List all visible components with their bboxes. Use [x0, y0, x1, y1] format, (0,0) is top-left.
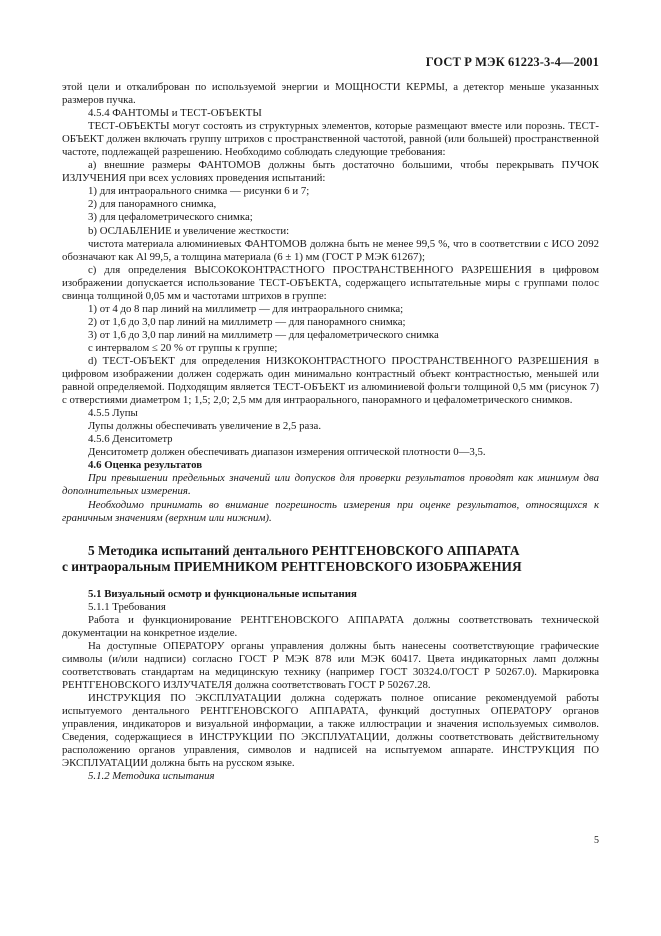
page-number: 5: [594, 835, 599, 846]
paragraph: ИНСТРУКЦИЯ ПО ЭКСПЛУАТАЦИИ должна содержать полное описание рекомендуемой работы испытуемого дентального РЕНТГЕНОВСКОГО АППАРАТА, функций доступных ОПЕРАТОРУ органов управления, индикаторов и визуальной информации, а также иллюстрации и значения используемых символов. Сведения, содержащиеся в ИНСТРУКЦИИ ПО ЭКСПЛУАТАЦИИ, должны соответствовать действительному расположению органов управления, символов и надписей на испытуемом аппарате. ИНСТРУКЦИЯ ПО ЭКСПЛУАТАЦИИ должна быть на русском языке.: [62, 691, 599, 770]
subsection-heading: 5.1 Визуальный осмотр и функциональные испытания: [88, 587, 357, 600]
paragraph: Лупы должны обеспечивать увеличение в 2,5 раза.: [88, 420, 322, 433]
list-item: 3) от 1,6 до 3,0 пар линий на миллиметр — для цефалометрического снимка: [88, 328, 439, 341]
paragraph: чистота материала алюминиевых ФАНТОМОВ должна быть не менее 99,5 %, что в соответствии с ИСО 2092 обозначают как Al 99,5, а толщина материала (6 ± 1) мм (ГОСТ Р МЭК 61267);: [62, 237, 599, 263]
document-body: [62, 81, 599, 783]
subsection-heading: 4.5.5 Лупы: [88, 407, 138, 420]
paragraph: с интервалом ≤ 20 % от группы к группе;: [88, 341, 278, 354]
section-heading-line-2: с интраоральным ПРИЕМНИКОМ РЕНТГЕНОВСКОГО ИЗОБРАЖЕНИЯ: [62, 559, 522, 575]
subsection-heading: 4.5.6 Денситометр: [88, 433, 173, 446]
subsection-heading: 5.1.1 Требования: [88, 600, 166, 613]
subsection-heading: 4.5.4 ФАНТОМЫ и ТЕСТ-ОБЪЕКТЫ: [88, 107, 262, 120]
paragraph: Денситометр должен обеспечивать диапазон измерения оптической плотности 0—3,5.: [88, 446, 486, 459]
subsection-heading: 4.6 Оценка результатов: [88, 459, 203, 472]
section-heading-line-1: 5 Методика испытаний дентального РЕНТГЕНОВСКОГО АППАРАТА: [88, 542, 520, 558]
note-paragraph: При превышении предельных значений или допусков для проверки результатов проводят как минимум два дополнительных измерения.: [62, 472, 599, 498]
subsection-heading: 5.1.2 Методика испытания: [88, 770, 215, 783]
document-header: ГОСТ Р МЭК 61223-3-4—2001: [425, 55, 599, 69]
paragraph: ТЕСТ-ОБЪЕКТЫ могут состоять из структурных элементов, которые размещают вместе или порознь. ТЕСТ-ОБЪЕКТ должен включать группу штрихов с пространственной частотой, равной (или большей) пространственной частоте, подлежащей разрешению. Необходимо соблюдать следующие требования:: [62, 120, 599, 159]
list-item: 2) для панорамного снимка,: [88, 198, 217, 211]
paragraph: этой цели и откалиброван по используемой энергии и МОЩНОСТИ КЕРМЫ, а детектор меньше указанных размеров пучка.: [62, 81, 599, 107]
paragraph: На доступные ОПЕРАТОРУ органы управления должны быть нанесены соответствующие графические символы (и/или надписи) согласно ГОСТ Р МЭК 878 или МЭК 60417. Цвета индикаторных ламп должны соответствовать стандартам на медицинскую технику (например ГОСТ 30324.0/ГОСТ Р 50267.0). Маркировка РЕНТГЕНОВСКОГО ИЗЛУЧАТЕЛЯ должна соответствовать ГОСТ Р 50267.28.: [62, 639, 599, 691]
paragraph: Работа и функционирование РЕНТГЕНОВСКОГО АППАРАТА должны соответствовать технической документации на конкретное изделие.: [62, 613, 599, 639]
list-item: 1) от 4 до 8 пар линий на миллиметр — для интраорального снимка;: [88, 302, 404, 315]
list-item: 2) от 1,6 до 3,0 пар линий на миллиметр — для панорамного снимка;: [88, 315, 406, 328]
section-heading: [62, 543, 599, 576]
list-item: а) внешние размеры ФАНТОМОВ должны быть достаточно большими, чтобы перекрывать ПУЧОК ИЗЛУЧЕНИЯ при всех условиях проведения испытаний:: [62, 159, 599, 185]
list-item: d) ТЕСТ-ОБЪЕКТ для определения НИЗКОКОНТРАСТНОГО ПРОСТРАНСТВЕННОГО РАЗРЕШЕНИЯ в цифровом изображении должен содержать один минимально контрастный объект контрастностью, меньшей или равной определяемой. Подходящим является ТЕСТ-ОБЪЕКТ из алюминиевой фольги толщиной 0,5 мм (рисунок 7) с отверстиями диаметром 1; 1,5; 2,0; 2,5 мм для интраорального, панорамного и цефалометрического снимков.: [62, 354, 599, 407]
list-item: с) для определения ВЫСОКОКОНТРАСТНОГО ПРОСТРАНСТВЕННОГО РАЗРЕШЕНИЯ в цифровом изображении допускается использование ТЕСТ-ОБЪЕКТА, содержащего испытательные миры с группами полос свинца толщиной 0,05 мм и частотами штрихов в группе:: [62, 263, 599, 302]
note-paragraph: Необходимо принимать во внимание погрешность измерения при оценке результатов, относящихся к граничным значениям (верхним или нижним).: [62, 498, 599, 524]
list-item: b) ОСЛАБЛЕНИЕ и увеличение жесткости:: [88, 224, 290, 237]
list-item: 3) для цефалометрического снимка;: [88, 211, 253, 224]
list-item: 1) для интраорального снимка — рисунки 6 и 7;: [88, 185, 310, 198]
